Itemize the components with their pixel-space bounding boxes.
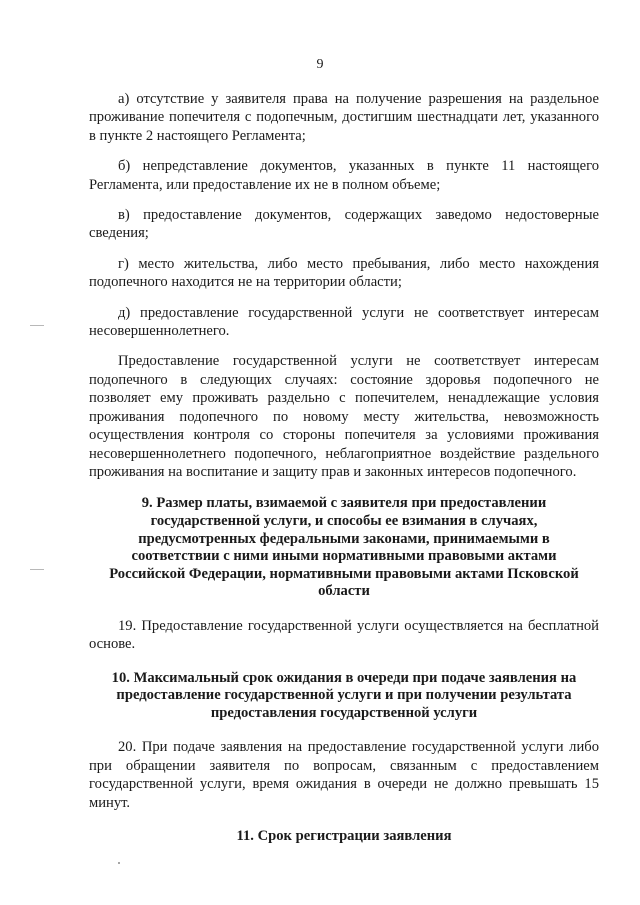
section-heading-11: 11. Срок регистрации заявления: [236, 828, 452, 845]
page-number: 9: [316, 57, 324, 72]
document-body: [89, 90, 599, 858]
paragraph-item-v: в) предоставление документов, содержащих заведомо недостоверные сведения;: [89, 207, 599, 242]
section-heading-9: 9. Размер платы, взимаемой с заявителя при предоставлении государственной услуги, и способы ее взимания в случаях, предусмотренных федеральными законами, принимаемыми в соответствии с ними иными нормативными правовыми актами Российской Федерации, нормативными правовыми актами Псковской области: [109, 495, 579, 600]
binding-mark: [30, 325, 44, 328]
paragraph-20: 20. При подаче заявления на предоставление государственной услуги либо при обращении заявителя по вопросам, связанным с предоставлением государственной услуги, время ожидания в очереди не должно превышать 15 минут.: [89, 739, 599, 811]
paragraph-item-b: б) непредставление документов, указанных в пункте 11 настоящего Регламента, или предоставление их не в полном объеме;: [89, 158, 599, 193]
paragraph-item-g: г) место жительства, либо место пребывания, либо место нахождения подопечного находится не на территории области;: [89, 255, 599, 291]
binding-mark: [30, 569, 44, 572]
paragraph-explanation: Предоставление государственной услуги не соответствует интересам подопечного в следующих случаях: состояние здоровья подопечного не позволяет ему проживать раздельно с попечителем, ненадлежащие условия проживания подопечного по новому месту жительства, невозможность осуществления контроля со стороны попечителя за условиями проживания несовершеннолетнего подопечного, неблагоприятное воздействие раздельного проживания на воспитание и защиту прав и законных интересов подопечного.: [89, 353, 599, 480]
scan-speck: [118, 862, 120, 864]
paragraph-item-a: а) отсутствие у заявителя права на получение разрешения на раздельное проживание попечителя с подопечным, достигшим шестнадцати лет, указанного в пункте 2 настоящего Регламента;: [89, 91, 599, 144]
section-heading-10: 10. Максимальный срок ожидания в очереди при подаче заявления на предоставление государственной услуги и при получении результата предоставления государственной услуги: [111, 669, 577, 721]
paragraph-item-d: д) предоставление государственной услуги не соответствует интересам несовершеннолетнего.: [89, 304, 599, 340]
paragraph-19: 19. Предоставление государственной услуги осуществляется на бесплатной основе.: [89, 617, 599, 653]
